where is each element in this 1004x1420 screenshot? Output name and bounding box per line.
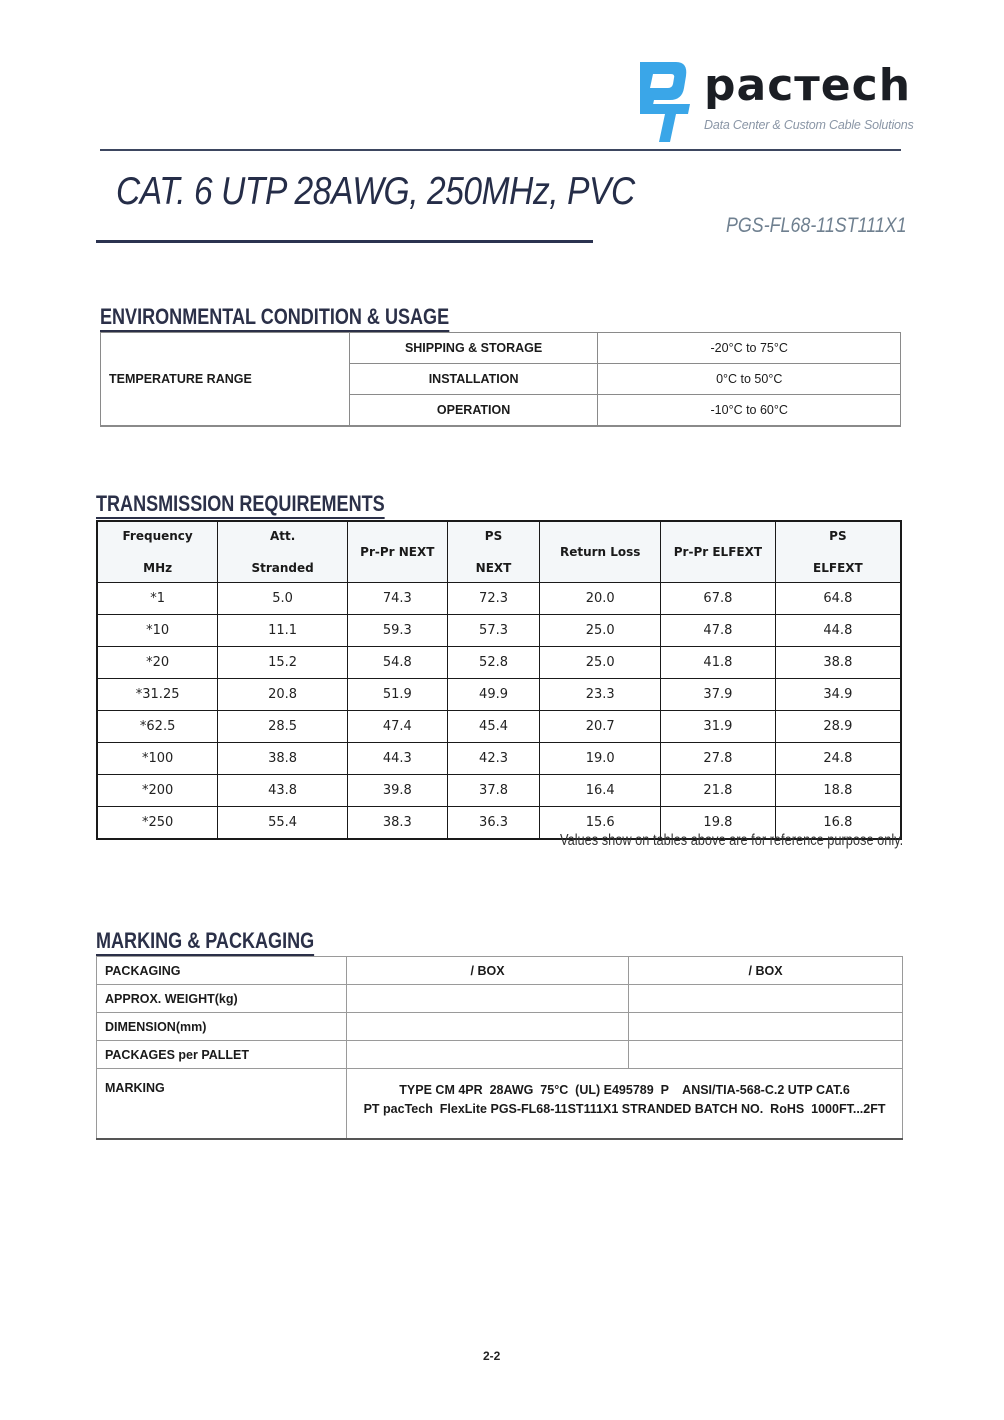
value-cell: 20.7	[540, 711, 661, 743]
column-header: PS ELFEXT	[775, 521, 901, 583]
header-row	[97, 521, 901, 583]
value-cell: 19.8	[661, 807, 776, 840]
column-header: Return Loss	[540, 521, 661, 583]
table-row	[97, 647, 901, 679]
value-cell: 41.8	[661, 647, 776, 679]
value-cell: 31.9	[661, 711, 776, 743]
frequency-cell: *62.5	[97, 711, 218, 743]
row-label: DIMENSION(mm)	[97, 1013, 347, 1041]
column-header: Att. Stranded	[218, 521, 348, 583]
value-cell: 47.4	[347, 711, 447, 743]
column-header: Pr-Pr ELFEXT	[661, 521, 776, 583]
value-cell: 34.9	[775, 679, 901, 711]
value-cell: 55.4	[218, 807, 348, 840]
row-label: PACKAGES per PALLET	[97, 1041, 347, 1069]
value-cell: 47.8	[661, 615, 776, 647]
marking-line-2: PT pacTech FlexLite PGS-FL68-11ST111X1 STRANDED BATCH NO. RoHS 1000FT...2FT	[363, 1102, 886, 1117]
value-cell: 36.3	[447, 807, 540, 840]
value-cell: 20.0	[540, 583, 661, 615]
page-number: 2-2	[483, 1349, 501, 1363]
document-title: CAT. 6 UTP 28AWG, 250MHz, PVC	[116, 170, 635, 213]
value-cell: 42.3	[447, 743, 540, 775]
marking-text	[347, 1069, 903, 1139]
value-cell: 25.0	[540, 647, 661, 679]
value-cell: 24.8	[775, 743, 901, 775]
frequency-cell: *200	[97, 775, 218, 807]
value-cell	[629, 1013, 903, 1041]
temperature-range-label: TEMPERATURE RANGE	[101, 333, 350, 427]
value-cell: 15.6	[540, 807, 661, 840]
value-cell: 44.8	[775, 615, 901, 647]
frequency-cell: *1	[97, 583, 218, 615]
value-cell	[347, 1041, 629, 1069]
value-cell: 39.8	[347, 775, 447, 807]
range-cell: -10°C to 60°C	[598, 395, 901, 427]
transmission-table	[96, 520, 902, 840]
table-row	[97, 743, 901, 775]
marking-packaging-heading: MARKING & PACKAGING	[96, 928, 314, 956]
value-cell: 67.8	[661, 583, 776, 615]
frequency-cell: *20	[97, 647, 218, 679]
brand-name: pacтech	[704, 60, 912, 111]
value-cell: 74.3	[347, 583, 447, 615]
table-row	[97, 1013, 903, 1041]
value-cell: 51.9	[347, 679, 447, 711]
table-row	[97, 957, 903, 985]
value-cell: 28.9	[775, 711, 901, 743]
condition-cell: OPERATION	[349, 395, 598, 427]
value-cell: 25.0	[540, 615, 661, 647]
condition-cell: INSTALLATION	[349, 364, 598, 395]
marking-packaging-table	[96, 956, 903, 1140]
column-header: Pr-Pr NEXT	[347, 521, 447, 583]
pactech-logo	[632, 56, 914, 146]
pt-logo-icon	[632, 56, 692, 144]
value-cell: 49.9	[447, 679, 540, 711]
environmental-heading: ENVIRONMENTAL CONDITION & USAGE	[100, 304, 449, 332]
table-row	[97, 775, 901, 807]
value-cell: 19.0	[540, 743, 661, 775]
value-cell: 18.8	[775, 775, 901, 807]
value-cell: 20.8	[218, 679, 348, 711]
table-row	[101, 333, 901, 364]
marking-row	[97, 1069, 903, 1139]
value-cell: 27.8	[661, 743, 776, 775]
value-cell: 23.3	[540, 679, 661, 711]
condition-cell: SHIPPING & STORAGE	[349, 333, 598, 364]
packaging-cell: / BOX	[347, 957, 629, 985]
value-cell: 5.0	[218, 583, 348, 615]
value-cell: 16.4	[540, 775, 661, 807]
table-row	[97, 1041, 903, 1069]
value-cell: 37.9	[661, 679, 776, 711]
value-cell: 52.8	[447, 647, 540, 679]
row-label: APPROX. WEIGHT(kg)	[97, 985, 347, 1013]
table-row	[97, 615, 901, 647]
packaging-cell: / BOX	[629, 957, 903, 985]
value-cell: 72.3	[447, 583, 540, 615]
value-cell: 11.1	[218, 615, 348, 647]
column-header: PS NEXT	[447, 521, 540, 583]
frequency-cell: *31.25	[97, 679, 218, 711]
table-row	[97, 679, 901, 711]
table-row	[97, 583, 901, 615]
value-cell	[629, 1041, 903, 1069]
value-cell	[347, 1013, 629, 1041]
table-row	[97, 985, 903, 1013]
value-cell: 59.3	[347, 615, 447, 647]
transmission-heading: TRANSMISSION REQUIREMENTS	[96, 491, 385, 519]
value-cell: 43.8	[218, 775, 348, 807]
value-cell: 15.2	[218, 647, 348, 679]
value-cell: 21.8	[661, 775, 776, 807]
range-cell: -20°C to 75°C	[598, 333, 901, 364]
frequency-cell: *250	[97, 807, 218, 840]
marking-label: MARKING	[97, 1069, 347, 1139]
table-row	[97, 711, 901, 743]
frequency-cell: *100	[97, 743, 218, 775]
value-cell: 64.8	[775, 583, 901, 615]
value-cell: 57.3	[447, 615, 540, 647]
value-cell: 38.8	[775, 647, 901, 679]
value-cell: 28.5	[218, 711, 348, 743]
row-label: PACKAGING	[97, 957, 347, 985]
marking-line-1: TYPE CM 4PR 28AWG 75°C (UL) E495789 P ANSI/TIA-568-C.2 UTP CAT.6	[399, 1083, 850, 1098]
range-cell: 0°C to 50°C	[598, 364, 901, 395]
value-cell: 16.8	[775, 807, 901, 840]
value-cell: 38.3	[347, 807, 447, 840]
value-cell: 44.3	[347, 743, 447, 775]
title-underline	[96, 240, 593, 243]
reference-note: Values show on tables above are for reference purpose only.	[560, 832, 904, 849]
environmental-table	[100, 332, 901, 427]
header-divider	[100, 149, 901, 151]
value-cell: 54.8	[347, 647, 447, 679]
value-cell	[629, 985, 903, 1013]
value-cell	[347, 985, 629, 1013]
value-cell: 38.8	[218, 743, 348, 775]
part-number: PGS-FL68-11ST111X1	[726, 214, 907, 237]
column-header: Frequency MHz	[97, 521, 218, 583]
frequency-cell: *10	[97, 615, 218, 647]
value-cell: 45.4	[447, 711, 540, 743]
brand-tagline: Data Center & Custom Cable Solutions	[704, 118, 914, 132]
value-cell: 37.8	[447, 775, 540, 807]
